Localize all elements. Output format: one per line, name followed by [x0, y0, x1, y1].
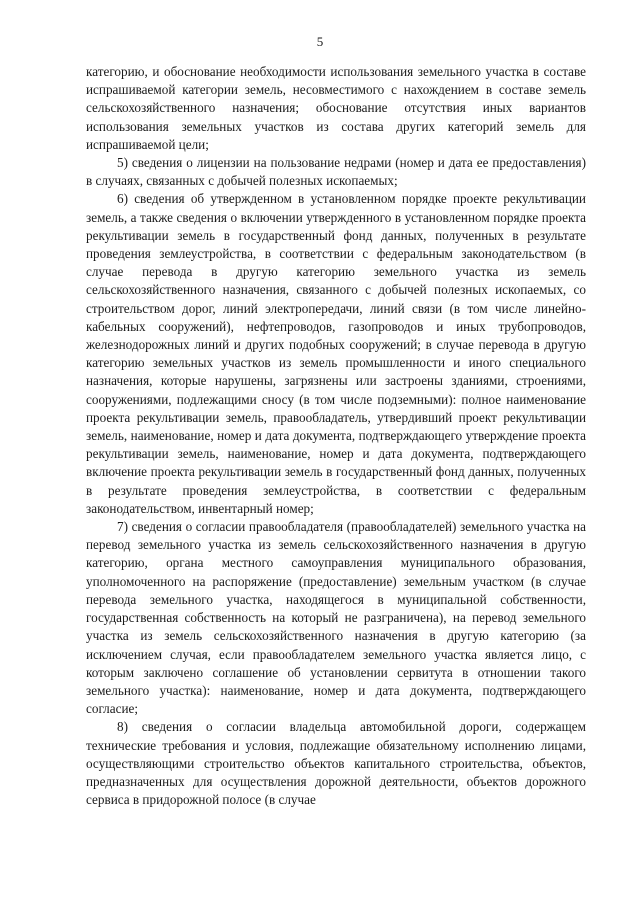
paragraph-continuation: категорию, и обоснование необходимости использования земельного участка в составе испрашиваемой категории земель, несовместимого с нахождением в составе земель сельскохозяйственного назначения; обоснование отсутствия иных вариантов использования земельных участков из состава других категорий земель для испрашиваемой цели;	[86, 64, 586, 152]
document-body	[86, 63, 586, 809]
paragraph-item-7: 7) сведения о согласии правообладателя (правообладателей) земельного участка на перевод земельного участка из земель сельскохозяйственного назначения в другую категорию, органа местного самоуправления муниципального образования, уполномоченного на распоряжение (предоставление) земельным участком (в случае перевода земельного участка, находящегося в муниципальной собственности, государственная собственность на который не разграничена), на перевод земельного участка из земель сельскохозяйственного назначения в другую категорию (за исключением случая, если правообладателем земельного участка является лицо, с которым заключено соглашение об установлении сервитута в отношении такого земельного участка): наименование, номер и дата документа, подтверждающего согласие;	[86, 519, 586, 717]
paragraph-item-8: 8) сведения о согласии владельца автомобильной дороги, содержащем технические требования и условия, подлежащие обязательному исполнению лицами, осуществляющими строительство объектов капитального строительства, объектов, предназначенных для осуществления дорожной деятельности, объектов дорожного сервиса в придорожной полосе (в случае	[86, 719, 586, 808]
paragraph-item-6: 6) сведения об утвержденном в установленном порядке проекте рекультивации земель, а также сведения о включении утвержденного в установленном порядке проекта рекультивации земель в государственный фонд данных, полученных в результате проведения землеустройства, в соответствии с федеральным законодательством (в случае перевода в другую категорию земельного участка из земель сельскохозяйственного назначения, связанного с добычей полезных ископаемых, со строительством дорог, линий электропередачи, линий связи (в том числе линейно-кабельных сооружений), нефтепроводов, газопроводов и иных трубопроводов, железнодорожных линий и других подобных сооружений; в случае перевода в другую категорию земельных участков из земель промышленности и иного специального назначения, которые нарушены, загрязнены или застроены зданиями, строениями, сооружениями, подлежащими сносу (в том числе подземными): полное наименование проекта рекультивации земель, правообладатель, утвердивший проект рекультивации земель, наименование, номер и дата документа, подтверждающего утверждение проекта рекультивации земель, наименование, номер и дата документа, подтверждающего включение проекта рекультивации земель в государственный фонд данных, полученных в результате проведения землеустройства, в соответствии с федеральным законодательством, инвентарный номер;	[86, 191, 586, 516]
page-number: 5	[316, 34, 324, 49]
paragraph-item-5: 5) сведения о лицензии на пользование недрами (номер и дата ее предоставления) в случаях, связанных с добычей полезных ископаемых;	[86, 155, 586, 189]
